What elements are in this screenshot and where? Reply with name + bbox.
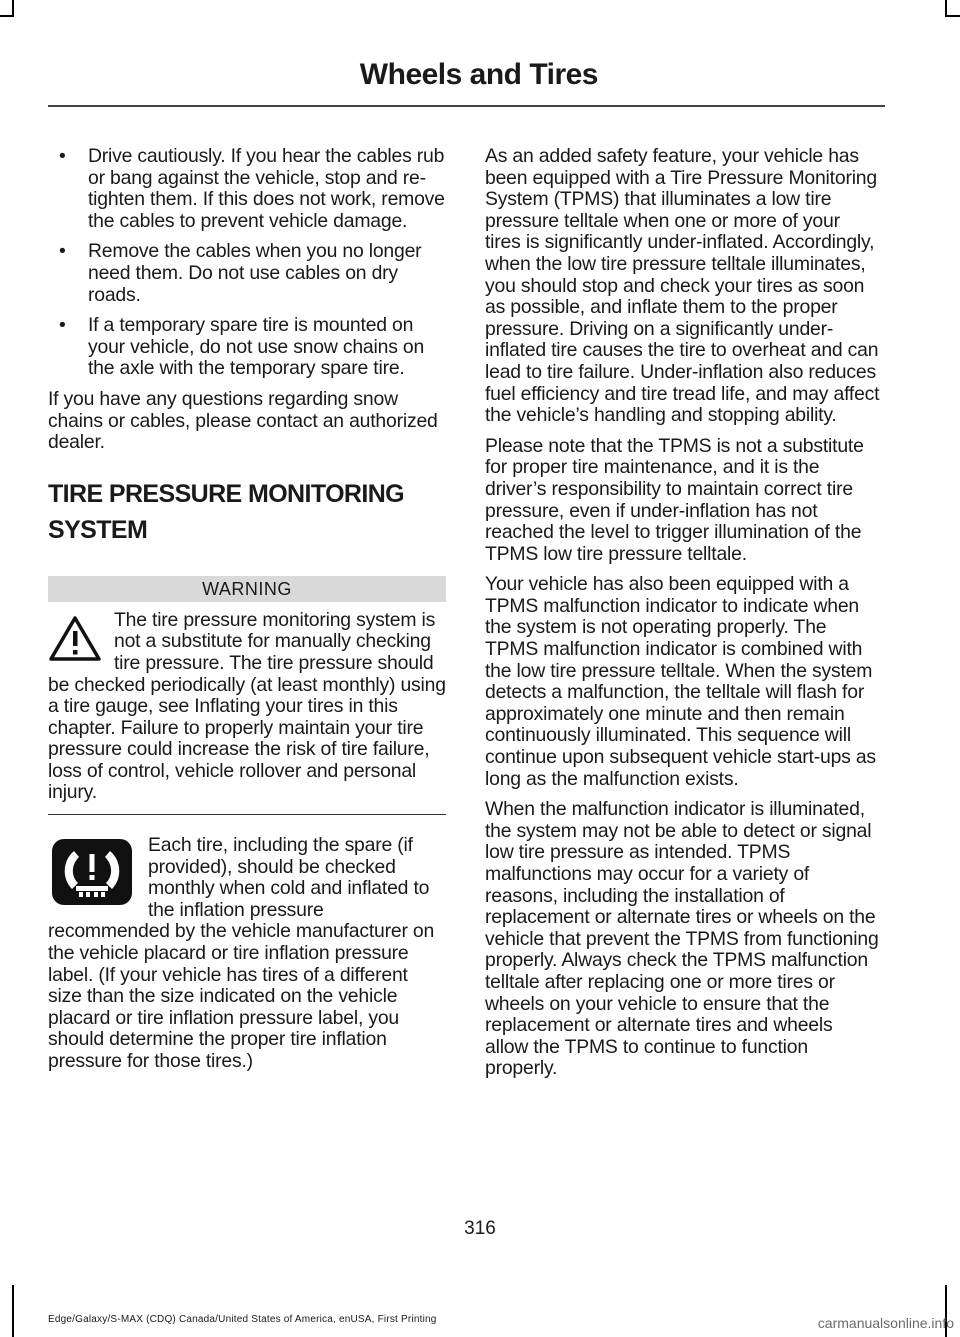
warning-text: The tire pressure monitoring system is not a substitute for manually checking tire pressure. The tire pressure should be checked periodically (at least monthly) using a tire gauge, see Inflating your tires in this chapter. Failure to properly maintain your tire pressure could increase the risk of tire failure, loss of control, vehicle rollover and personal injury. xyxy=(48,608,446,804)
tpms-paragraph: Your vehicle has also been equipped with a TPMS malfunction indicator to indicate when the system is not operating properly. The TPMS malfunction indicator is combined with the low tire pressure telltale. When the system detects a malfunction, the telltale will flash for approximately one minute and then remain continuously illuminated. This sequence will continue upon subsequent vehicle start-ups as long as the malfunction exists. xyxy=(485,573,876,790)
snow-chain-bullet-list xyxy=(48,146,446,380)
bullet-symbol: • xyxy=(59,145,66,167)
page-number: 316 xyxy=(464,1218,496,1239)
tpms-check-paragraph: Each tire, including the spare (if provided), should be checked monthly when cold and inflated to the inflation pressure recommended by the vehicle manufacturer on the vehicle placard or tire inflation pressure label. (If your vehicle has tires of a different size than the size indicated on the vehicle placard or tire inflation pressure label, you should determine the proper tire inflation pressure for those tires.) xyxy=(48,834,435,1072)
tpms-telltale-icon xyxy=(52,839,132,905)
tpms-paragraph: When the malfunction indicator is illuminated, the system may not be able to detect or signal low tire pressure as intended. TPMS malfunctions may occur for a variety of reasons, including the installation of replacement or alternate tires or wheels on the vehicle that prevent the TPMS from functioning properly. Always check the TPMS malfunction telltale after replacing one or more tires or wheels on your vehicle to ensure that the replacement or alternate tires and wheels allow the TPMS to continue to function properly. xyxy=(485,798,879,1080)
watermark-text: carmanualsonline.info xyxy=(817,1315,954,1331)
warning-triangle-icon xyxy=(48,614,102,662)
warning-block xyxy=(48,610,446,804)
crop-mark-top-right xyxy=(945,0,947,16)
page-header-title: Wheels and Tires xyxy=(359,58,598,91)
bullet-text: If a temporary spare tire is mounted on your vehicle, do not use snow chains on the axle with the temporary spare tire. xyxy=(88,314,425,380)
crop-mark-top-left-h xyxy=(0,15,14,17)
dealer-contact-paragraph: If you have any questions regarding snow chains or cables, please contact an authorized dealer. xyxy=(48,387,438,454)
list-item xyxy=(48,146,446,232)
list-item xyxy=(48,241,446,306)
tpms-paragraph: Please note that the TPMS is not a substitute for proper tire maintenance, and it is the driver’s responsibility to maintain correct tire pressure, even if under-inflation has not reached the level to trigger illumination of the TPMS low tire pressure telltale. xyxy=(485,434,864,565)
crop-mark-bottom-left xyxy=(12,1285,14,1337)
list-item xyxy=(48,315,446,380)
warning-divider xyxy=(48,814,446,815)
section-heading-line2: SYSTEM xyxy=(48,515,148,544)
left-column xyxy=(48,146,446,1082)
warning-label: WARNING xyxy=(48,576,446,602)
bullet-symbol: • xyxy=(59,314,66,337)
tpms-intro-block xyxy=(48,835,446,1073)
section-heading-line1: TIRE PRESSURE MONITORING xyxy=(48,479,405,508)
bullet-symbol: • xyxy=(59,240,66,263)
bullet-text: Remove the cables when you no longer need them. Do not use cables on dry roads. xyxy=(88,240,422,306)
tpms-paragraph: As an added safety feature, your vehicle has been equipped with a Tire Pressure Monitoring System (TPMS) that illuminates a low tire pressure telltale when one or more of your tires is significantly under-inflated. Accordingly, when the low tire pressure telltale illuminates, you should stop and check your tires as soon as possible, and inflate them to the proper pressure. Driving on a significantly under-inflated tire causes the tire to overheat and can lead to tire failure. Under-inflation also reduces fuel efficiency and tire tread life, and may affect the vehicle’s handling and stopping ability. xyxy=(485,145,880,427)
bullet-text: Drive cautiously. If you hear the cables rub or bang against the vehicle, stop and re-tighten them. If this does not work, remove the cables to prevent vehicle damage. xyxy=(88,145,445,232)
header-divider xyxy=(48,105,885,107)
crop-mark-top-right-h xyxy=(945,15,960,17)
section-heading xyxy=(48,476,446,548)
right-column xyxy=(485,146,880,1089)
footer-edition-text: Edge/Galaxy/S-MAX (CDQ) Canada/United States of America, enUSA, First Printing xyxy=(48,1314,437,1325)
crop-mark-top-left xyxy=(12,0,14,16)
